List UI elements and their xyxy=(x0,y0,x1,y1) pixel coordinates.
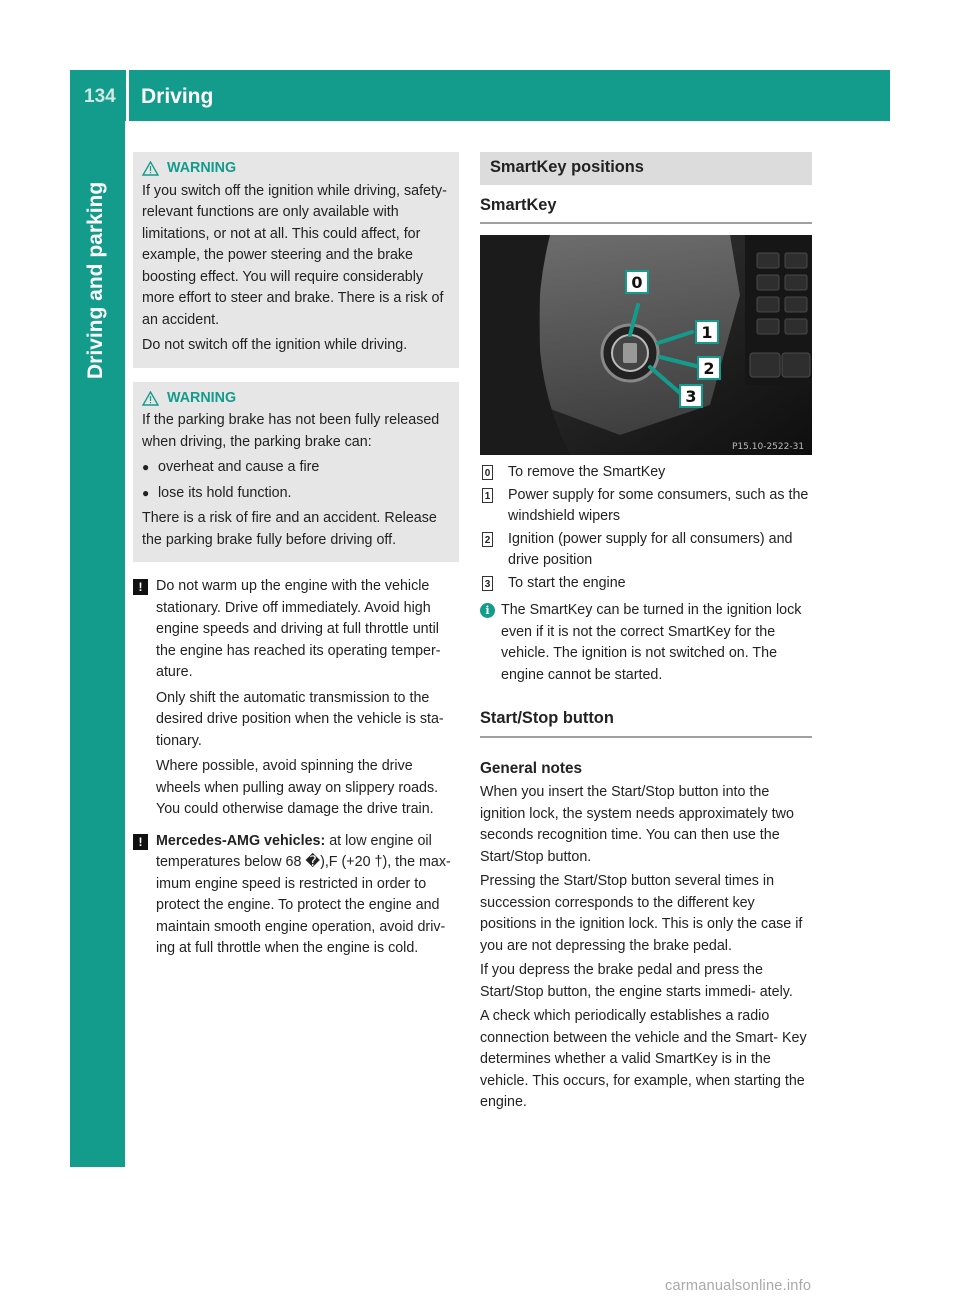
right-column xyxy=(480,152,812,1117)
warning-box-parking-brake xyxy=(133,382,459,563)
note-amg xyxy=(133,831,459,964)
warning-text: There is a risk of fire and an accident. Release the parking brake fully before driving off. xyxy=(142,510,437,548)
header-divider xyxy=(126,70,129,121)
caution-exclamation-icon: ! xyxy=(133,579,148,595)
note-text: Only shift the automatic transmission to the desired drive position when the vehicle is sta- tionary. xyxy=(156,689,444,749)
callout-1: 1 xyxy=(701,323,713,342)
chapter-title: Driving xyxy=(141,85,214,108)
chapter-sidebar xyxy=(70,121,125,1167)
warning-triangle-icon xyxy=(142,391,159,406)
body-text: When you insert the Start/Stop button into the ignition lock, the system needs approximately two seconds recognition time. You can then use the Start/Stop button. xyxy=(480,784,794,865)
list-item: ● overheat and cause a fire xyxy=(142,457,449,479)
subsection-title: Start/Stop button xyxy=(480,708,812,738)
caution-exclamation-icon: ! xyxy=(133,834,148,850)
figure-code: P15.10-2522-31 xyxy=(732,442,805,452)
page-header xyxy=(70,70,890,121)
sidebar-label: Driving and parking xyxy=(84,181,107,379)
callout-0: 0 xyxy=(631,273,643,292)
warning-text: Do not switch off the ignition while driving. xyxy=(142,337,408,353)
key-badge: 0 xyxy=(482,465,493,480)
body-text: Pressing the Start/Stop button several times in succession corresponds to the different key positions in the ignition lock. This is only the case if you are not depressing the brake pedal. xyxy=(480,873,803,954)
body-text: If you depress the brake pedal and press the Start/Stop button, the engine starts immedi- ately. xyxy=(480,962,793,1000)
minor-heading: General notes xyxy=(480,759,583,777)
key-badge: 1 xyxy=(482,488,493,503)
warning-triangle-icon xyxy=(142,161,159,176)
key-badge: 2 xyxy=(482,532,493,547)
callout-2: 2 xyxy=(703,359,715,378)
warning-box-ignition xyxy=(133,152,459,368)
info-icon: i xyxy=(480,603,495,618)
page-number: 134 xyxy=(84,86,116,107)
bullet-icon: ● xyxy=(142,485,150,500)
legend-item: 1 Power supply for some consumers, such as the windshield wipers xyxy=(480,485,812,528)
bullet-icon: ● xyxy=(142,460,150,474)
warning-text: If the parking brake has not been fully released when driving, the parking brake can: xyxy=(142,412,440,450)
legend-item: 3 To start the engine xyxy=(480,573,812,595)
legend-item: 2 Ignition (power supply for all consumers) and drive position xyxy=(480,529,812,572)
warning-text: If you switch off the ignition while driving, safety-relevant functions are only available with limitations, or not at all. This could affect, for example, the power steering and the brake boosting effect. You will require considerably more effort to steer and brake. There is a risk of an accident. xyxy=(142,182,447,328)
note-text: Mercedes-AMG vehicles: at low engine oil temperatures below 68 �),F (+20 †), the max- imum engine speed is restricted in order to protect the engine. To protect the engine and maintain smooth engine operation, avoid driv- ing at full throttle when the engine is cold. xyxy=(156,832,451,956)
info-note xyxy=(480,600,812,686)
list-item: ● lose its hold function. xyxy=(142,483,449,505)
note-text: Where possible, avoid spinning the drive wheels when pulling away on slippery roads. You could otherwise damage the drive train. xyxy=(156,758,439,817)
warning-heading: WARNING xyxy=(142,388,449,410)
info-text: The SmartKey can be turned in the ignition lock even if it is not the correct SmartKey for the vehicle. The ignition is not switched on. The engine cannot be started. xyxy=(501,602,802,683)
body-text: A check which periodically establishes a radio connection between the vehicle and the Smart- Key determines whether a valid SmartKey is in the vehicle. This occurs, for example, when starting the engine. xyxy=(480,1008,807,1110)
legend-item: 0 To remove the SmartKey xyxy=(480,462,812,484)
smartkey-ignition-figure xyxy=(480,235,812,455)
note-warm-up xyxy=(133,576,459,825)
key-badge: 3 xyxy=(482,576,493,591)
warning-heading: WARNING xyxy=(142,158,449,180)
footer-watermark: carmanualsonline.info xyxy=(665,1278,812,1294)
subsection-title: SmartKey xyxy=(480,195,812,225)
callout-3: 3 xyxy=(685,387,697,406)
note-text: Do not warm up the engine with the vehicle stationary. Drive off immediately. Avoid high engine speeds and driving at full throttle until the engine has reached its operating temper- ature. xyxy=(156,578,441,680)
section-title: SmartKey positions xyxy=(480,152,812,185)
left-column xyxy=(133,152,459,969)
